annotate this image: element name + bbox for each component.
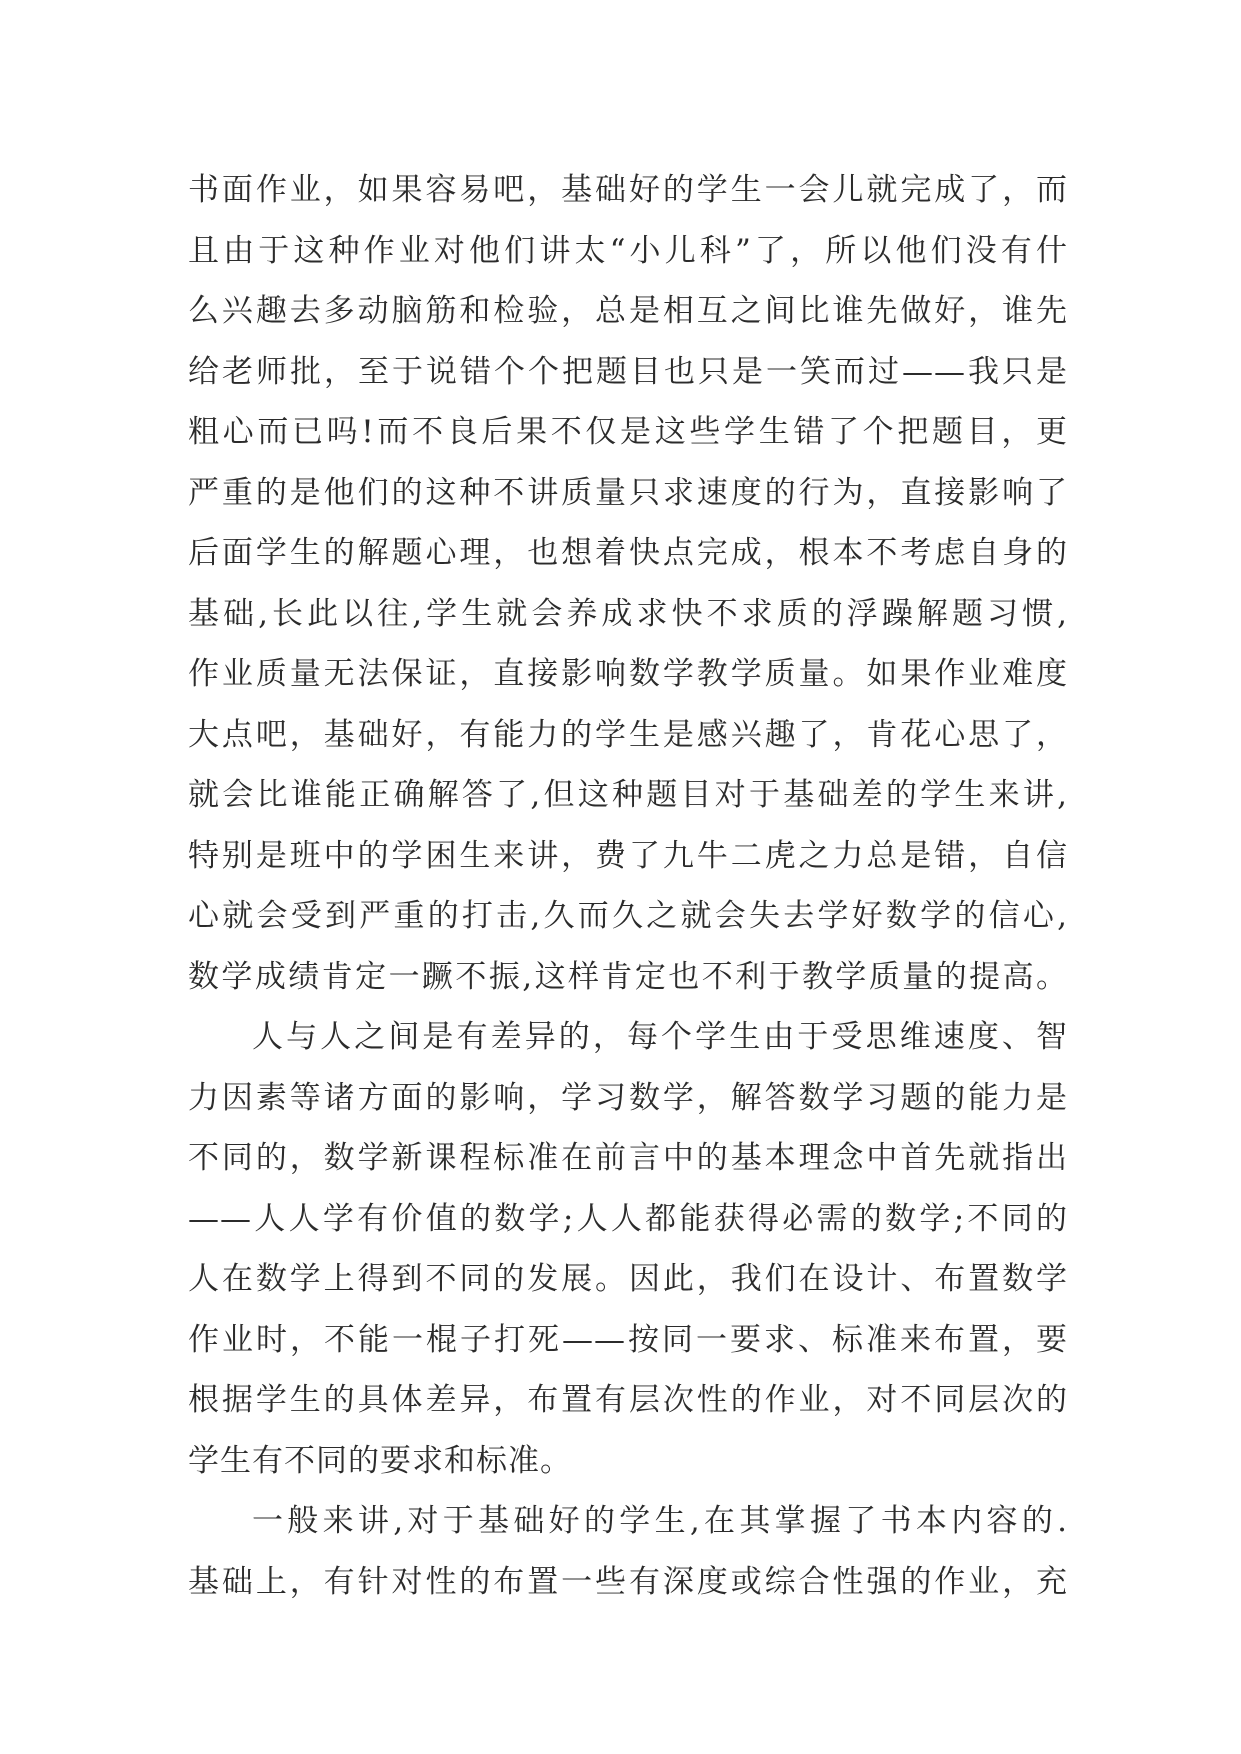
text-line: 基础上，有针对性的布置一些有深度或综合性强的作业，充 — [188, 1563, 1068, 1600]
text-line: 心就会受到严重的打击,久而久之就会失去学好数学的信心, — [188, 898, 1068, 934]
text-line: 就会比谁能正确解答了,但这种题目对于基础差的学生来讲, — [188, 777, 1068, 813]
text-line: 么兴趣去多动脑筋和检验，总是相互之间比谁先做好，谁先 — [188, 293, 1068, 329]
text-line: 人在数学上得到不同的发展。因此，我们在设计、布置数学 — [188, 1261, 1068, 1297]
body-text — [188, 160, 1068, 1612]
text-line: 书面作业，如果容易吧，基础好的学生一会儿就完成了，而 — [188, 172, 1068, 208]
text-line: 根据学生的具体差异，布置有层次性的作业，对不同层次的 — [188, 1382, 1068, 1418]
text-line: 大点吧，基础好，有能力的学生是感兴趣了，肯花心思了， — [188, 716, 1068, 753]
text-line: 作业时，不能一棍子打死——按同一要求、标准来布置，要 — [188, 1321, 1068, 1358]
text-line: 且由于这种作业对他们讲太“小儿科”了，所以他们没有什 — [188, 232, 1068, 269]
paragraph-last-line: 学生有不同的要求和标准。 — [188, 1442, 572, 1479]
text-line: 数学成绩肯定一蹶不振,这样肯定也不利于教学质量的提高。 — [188, 958, 1068, 995]
text-line: 后面学生的解题心理，也想着快点完成，根本不考虑自身的 — [188, 535, 1068, 571]
paragraph-first-line: 人与人之间是有差异的，每个学生由于受思维速度、智 — [252, 1019, 1068, 1055]
text-line: 粗心而已吗!而不良后果不仅是这些学生错了个把题目，更 — [188, 414, 1068, 450]
text-line: 作业质量无法保证，直接影响数学教学质量。如果作业难度 — [188, 656, 1068, 692]
text-line: 基础,长此以往,学生就会养成求快不求质的浮躁解题习惯, — [188, 595, 1068, 632]
text-line: 不同的，数学新课程标准在前言中的基本理念中首先就指出 — [188, 1140, 1068, 1176]
text-line: 给老师批，至于说错个个把题目也只是一笑而过——我只是 — [188, 353, 1068, 390]
text-line: 严重的是他们的这种不讲质量只求速度的行为，直接影响了 — [188, 474, 1068, 511]
paragraph-first-line: 一般来讲,对于基础好的学生,在其掌握了书本内容的. — [252, 1503, 1068, 1539]
text-line: ——人人学有价值的数学;人人都能获得必需的数学;不同的 — [188, 1200, 1068, 1237]
text-line: 特别是班中的学困生来讲，费了九牛二虎之力总是错，自信 — [188, 837, 1068, 874]
text-line: 力因素等诸方面的影响，学习数学，解答数学习题的能力是 — [188, 1079, 1068, 1116]
